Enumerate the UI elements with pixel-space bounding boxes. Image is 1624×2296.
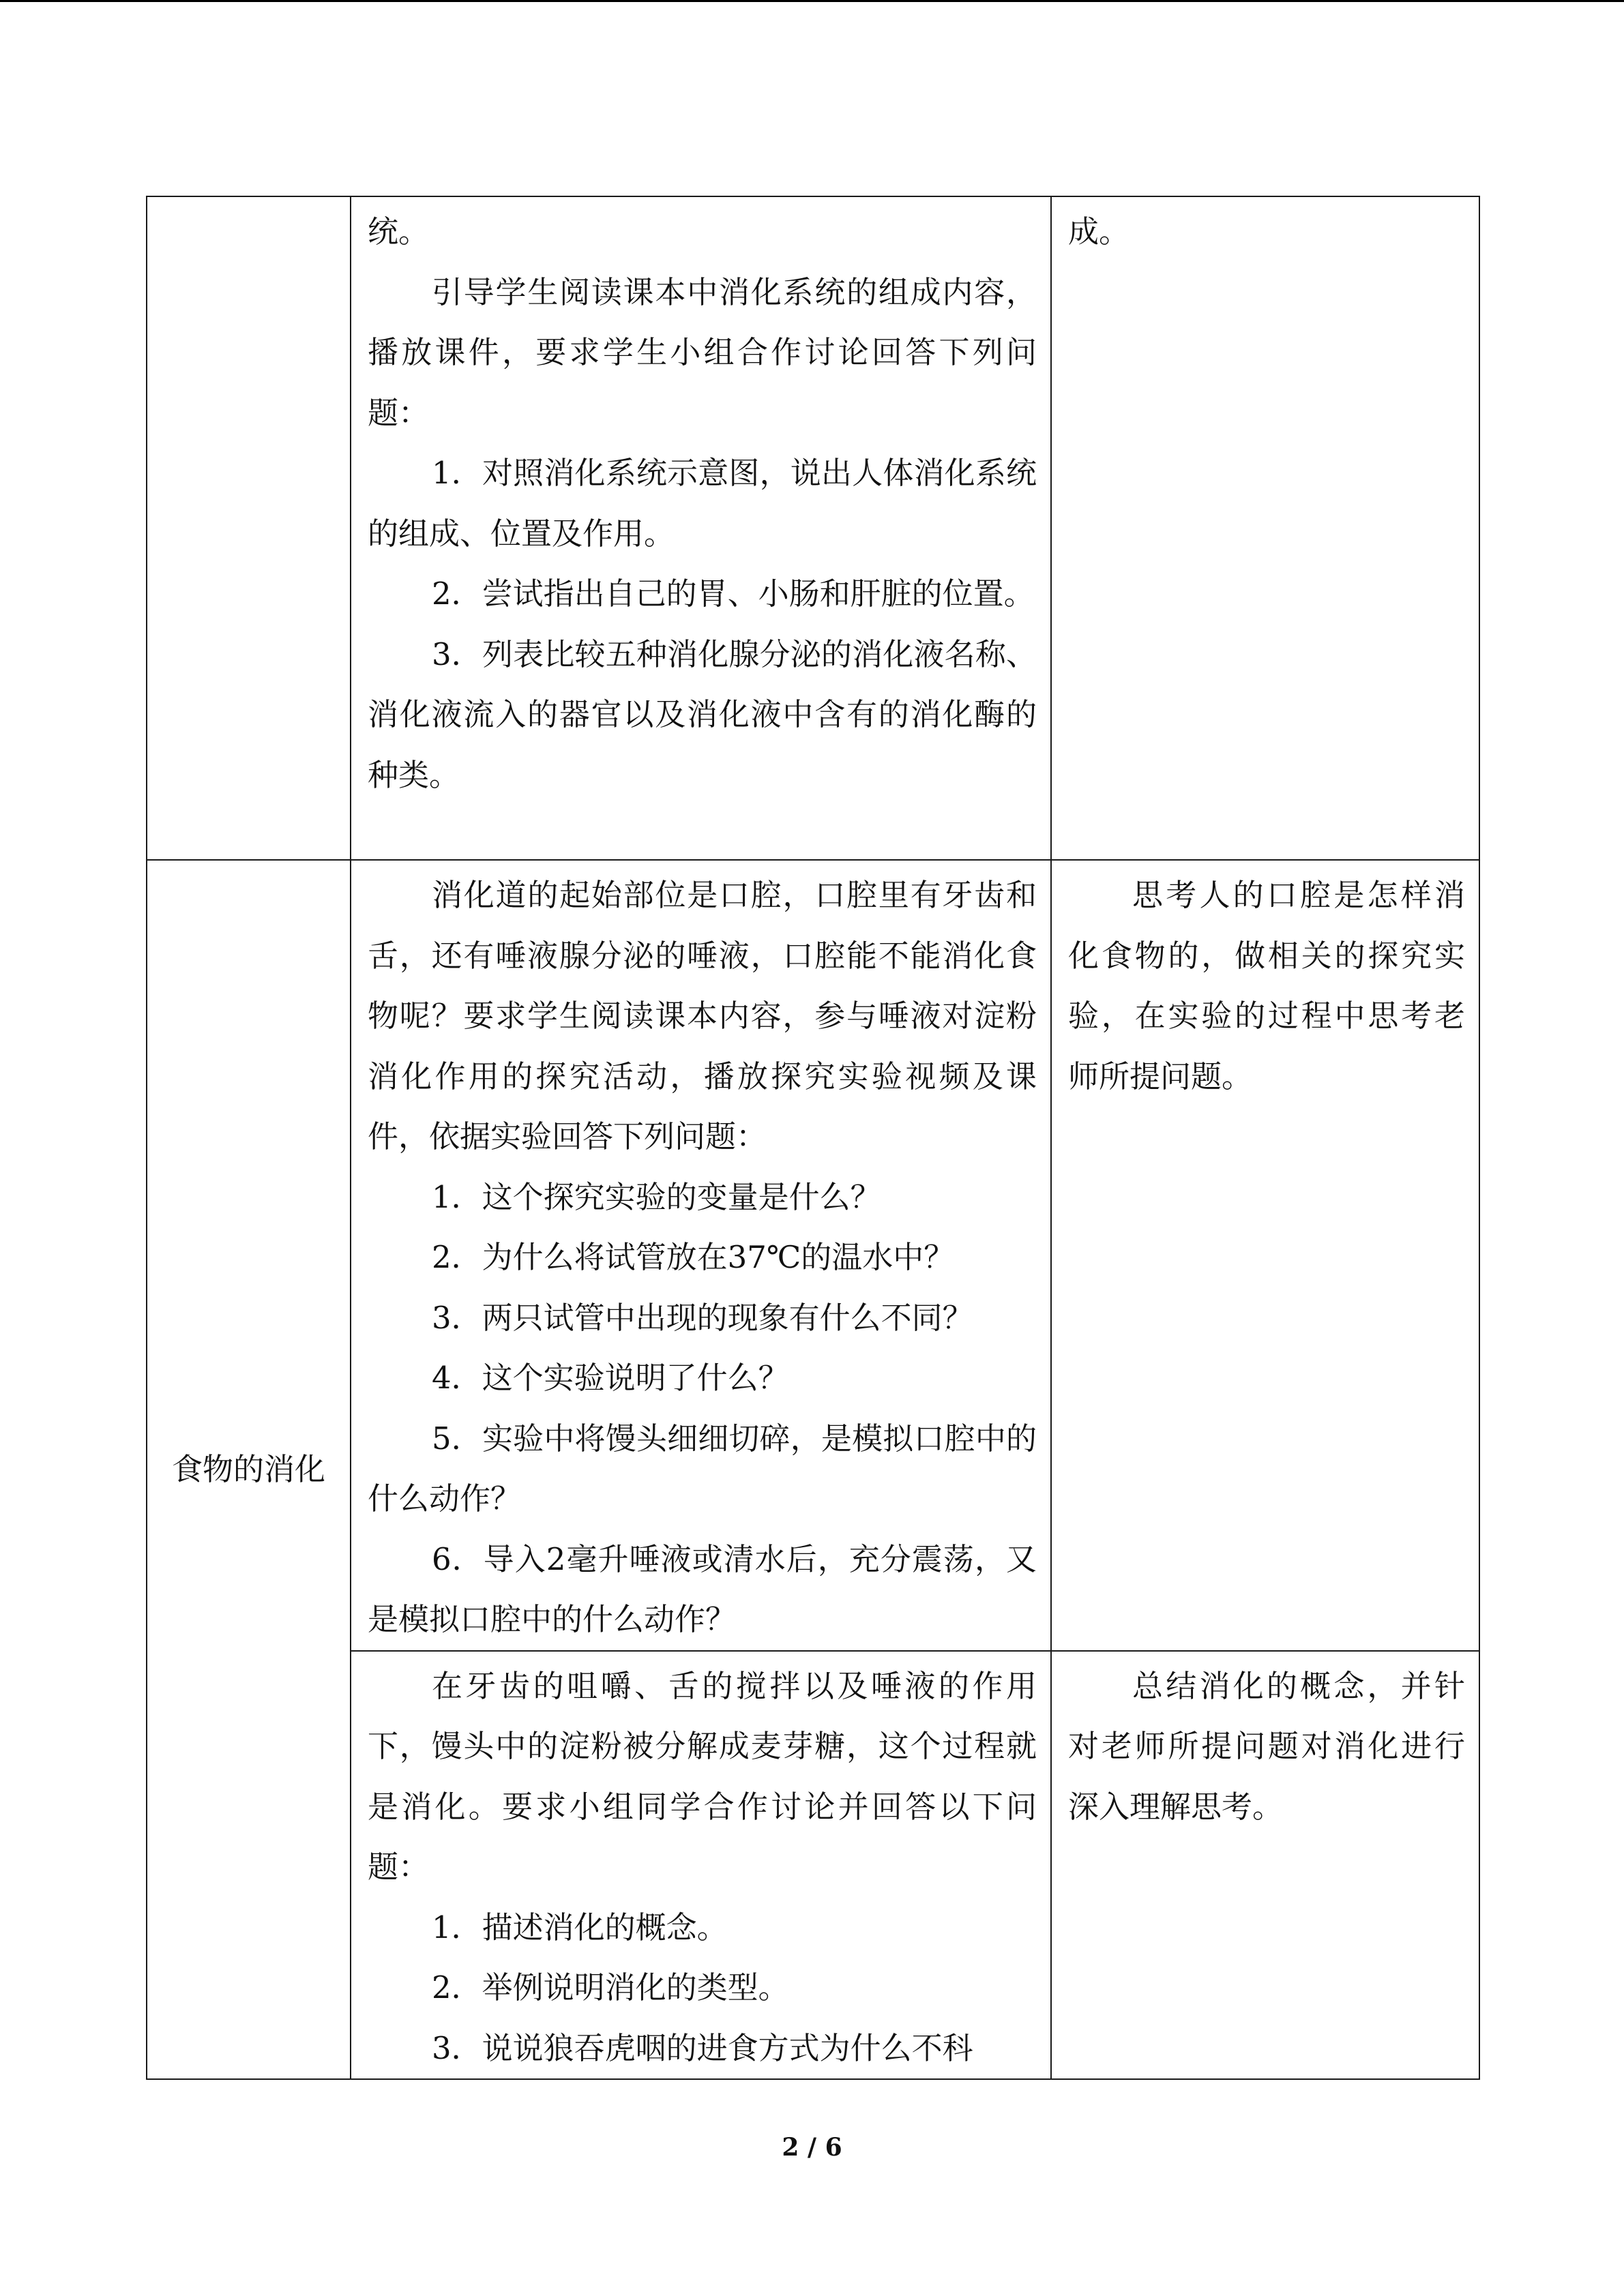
paragraph: 在牙齿的咀嚼、舌的搅拌以及唾液的作用下，馒头中的淀粉被分解成麦芽糖，这个过程就是消化。要求小组同学合作讨论并回答以下问题： — [368, 1667, 1037, 1885]
page-number: 2 / 6 — [782, 2133, 842, 2162]
question-item: 5．实验中将馒头细细切碎，是模拟口腔中的什么动作？ — [368, 1420, 1037, 1517]
topic-cell-empty — [147, 196, 351, 860]
table-row — [147, 196, 1479, 860]
table-row — [147, 860, 1479, 1651]
question-item: 3．列表比较五种消化腺分泌的消化液名称、消化液流入的器官以及消化液中含有的消化酶的种类。 — [368, 636, 1037, 793]
question-item: 2．尝试指出自己的胃、小肠和肝脏的位置。 — [432, 576, 1035, 612]
paragraph: 总结消化的概念，并针对老师所提问题对消化进行深入理解思考。 — [1068, 1667, 1465, 1825]
student-activity-cell — [1051, 860, 1479, 1651]
question-item: 4．这个实验说明了什么？ — [432, 1360, 789, 1396]
lesson-plan-table — [146, 196, 1480, 2080]
teacher-activity-cell — [351, 860, 1051, 1651]
question-item: 3．说说狼吞虎咽的进食方式为什么不科 — [432, 2029, 973, 2066]
paragraph: 引导学生阅读课本中消化系统的组成内容，播放课件，要求学生小组合作讨论回答下列问题： — [368, 273, 1037, 431]
topic-cell: 食物的消化 — [147, 860, 351, 2079]
question-item: 2．举例说明消化的类型。 — [432, 1969, 789, 2006]
student-activity-cell — [1051, 196, 1479, 860]
question-item: 3．两只试管中出现的现象有什么不同？ — [432, 1299, 973, 1336]
paragraph: 思考人的口腔是怎样消化食物的，做相关的探究实验，在实验的过程中思考老师所提问题。 — [1068, 877, 1465, 1094]
question-item: 6．导入2毫升唾液或清水后，充分震荡，又是模拟口腔中的什么动作？ — [368, 1540, 1037, 1637]
paragraph: 统。 — [368, 213, 430, 250]
page-top-rule — [0, 0, 1624, 2]
question-item: 2．为什么将试管放在37℃的温水中？ — [432, 1239, 955, 1275]
question-item: 1．这个探究实验的变量是什么？ — [432, 1178, 881, 1215]
student-activity-cell — [1051, 1651, 1479, 2080]
teacher-activity-cell — [351, 196, 1051, 860]
paragraph: 消化道的起始部位是口腔，口腔里有牙齿和舌，还有唾液腺分泌的唾液，口腔能不能消化食物呢？要求学生阅读课本内容，参与唾液对淀粉消化作用的探究活动，播放探究实验视频及课件，依据实验回答下列问题： — [368, 877, 1037, 1154]
question-item: 1．对照消化系统示意图，说出人体消化系统的组成、位置及作用。 — [368, 455, 1037, 552]
paragraph: 成。 — [1068, 213, 1130, 250]
teacher-activity-cell — [351, 1651, 1051, 2080]
question-item: 1．描述消化的概念。 — [432, 1909, 728, 1945]
